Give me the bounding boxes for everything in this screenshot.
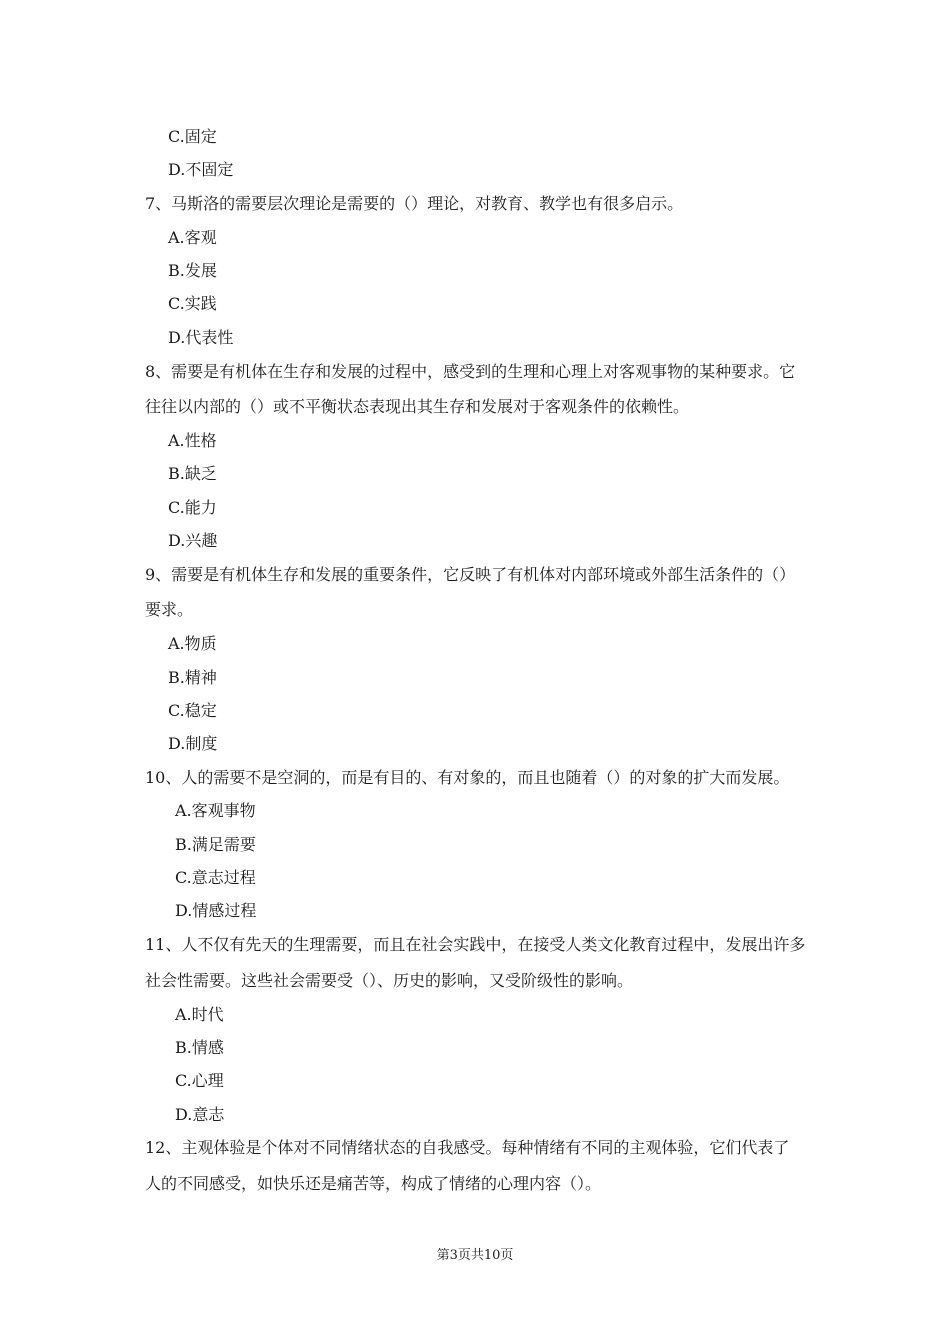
- q7-text: 7、马斯洛的需要层次理论是需要的（）理论，对教育、教学也有很多启示。: [145, 194, 684, 213]
- q11-option-c: C.心理: [175, 1071, 224, 1090]
- q10-option-c: C.意志过程: [175, 868, 256, 887]
- q8-option-b: B.缺乏: [168, 464, 217, 483]
- q9-text-line-2: 要求。: [145, 600, 194, 619]
- q9-option-a: A.物质: [168, 634, 217, 653]
- q11-option-a: A.时代: [175, 1005, 224, 1024]
- q11-text-line-2: 社会性需要。这些社会需要受（）、历史的影响，又受阶级性的影响。: [145, 971, 634, 990]
- q11-option-d: D.意志: [175, 1105, 225, 1124]
- q7-option-c: C.实践: [168, 294, 217, 313]
- q9-text-line-1: 9、需要是有机体生存和发展的重要条件，它反映了有机体对内部环境或外部生活条件的（）: [145, 565, 796, 584]
- q8-option-c: C.能力: [168, 498, 217, 517]
- q10-option-b: B.满足需要: [175, 835, 256, 854]
- q10-option-a: A.客观事物: [175, 801, 256, 820]
- q11-text-line-1: 11、人不仅有先天的生理需要，而且在社会实践中，在接受人类文化教育过程中，发展出许多: [145, 935, 806, 954]
- q8-text-line-2: 往往以内部的（）或不平衡状态表现出其生存和发展对于客观条件的依赖性。: [145, 397, 690, 416]
- q9-option-b: B.精神: [168, 668, 217, 687]
- q8-option-a: A.性格: [168, 431, 217, 450]
- q6-option-d: D.不固定: [168, 160, 234, 179]
- page-number: 第3页共10页: [436, 1248, 514, 1263]
- q6-option-c: C.固定: [168, 127, 217, 146]
- q7-option-a: A.客观: [168, 228, 217, 247]
- q9-option-c: C.稳定: [168, 701, 217, 720]
- q8-option-d: D.兴趣: [168, 531, 218, 550]
- q11-option-b: B.情感: [175, 1038, 224, 1057]
- q8-text-line-1: 8、需要是有机体在生存和发展的过程中，感受到的生理和心理上对客观事物的某种要求。它: [145, 362, 796, 381]
- q10-option-d: D.情感过程: [175, 901, 257, 920]
- q10-text: 10、人的需要不是空洞的，而是有目的、有对象的，而且也随着（）的对象的扩大而发展。: [145, 768, 790, 787]
- q9-option-d: D.制度: [168, 734, 218, 753]
- q12-text-line-1: 12、主观体验是个体对不同情绪状态的自我感受。每种情绪有不同的主观体验，它们代表了: [145, 1138, 790, 1157]
- q7-option-d: D.代表性: [168, 328, 234, 347]
- q12-text-line-2: 人的不同感受，如快乐还是痛苦等，构成了情绪的心理内容（）。: [145, 1174, 602, 1193]
- q7-option-b: B.发展: [168, 261, 217, 280]
